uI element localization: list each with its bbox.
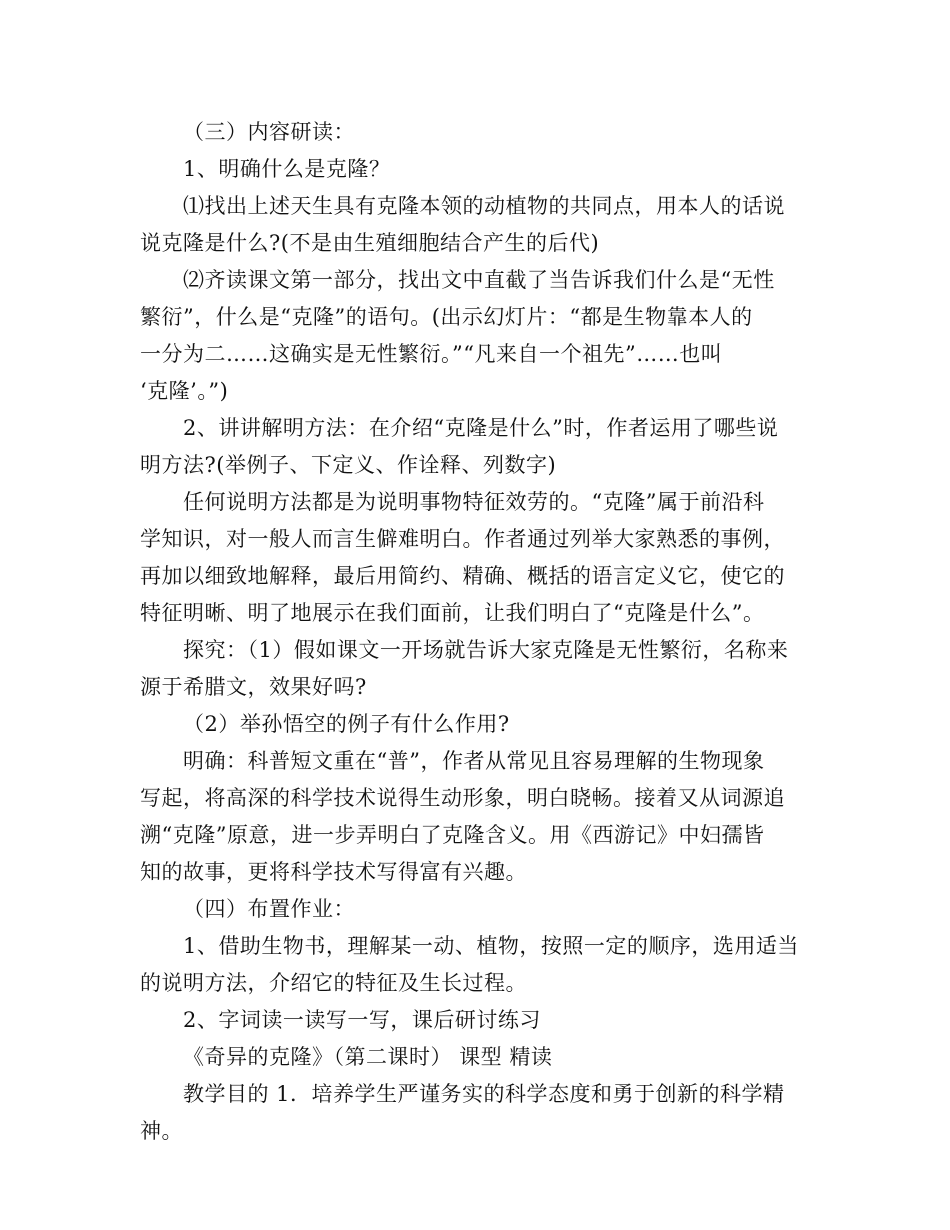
paragraph-line: 再加以细致地解释，最后用简约、精确、概括的语言定义它，使它的: [140, 564, 785, 588]
paragraph-line: ⑵齐读课文第一部分，找出文中直截了当告诉我们什么是“无性: [183, 268, 775, 292]
paragraph-line: 明方法?(举例子、下定义、作诠释、列数字): [140, 453, 557, 477]
paragraph-line: 溯“克隆”原意，进一步弄明白了克隆含义。用《西游记》中妇孺皆: [140, 823, 765, 847]
section-heading-homework: （四）布置作业：: [183, 897, 355, 921]
point-1-heading: 1、明确什么是克隆？: [183, 157, 391, 181]
paragraph-line: 教学目的 1．培养学生严谨务实的科学态度和勇于创新的科学精: [183, 1082, 785, 1106]
section-heading-content-study: （三）内容研读：: [183, 120, 355, 144]
point-2-heading: 2、讲讲解明方法：在介绍“克隆是什么”时，作者运用了哪些说: [183, 416, 779, 440]
paragraph-line: 特征明晰、明了地展示在我们面前，让我们明白了“克隆是什么”。: [140, 601, 765, 625]
paragraph-line: ⑴找出上述天生具有克隆本领的动植物的共同点，用本人的话说: [183, 194, 785, 218]
paragraph-line: 知的故事，更将科学技术写得富有兴趣。: [140, 860, 527, 884]
paragraph-line: （2）举孙悟空的例子有什么作用?: [183, 712, 510, 736]
paragraph-line: 1、借助生物书，理解某一动、植物，按照一定的顺序，选用适当: [183, 934, 799, 958]
paragraph-line: 神。: [140, 1119, 183, 1143]
paragraph-line: 明确：科普短文重在“普”，作者从常见且容易理解的生物现象: [183, 749, 765, 773]
paragraph-line: 学知识，对一般人而言生僻难明白。作者通过列举大家熟悉的事例，: [140, 527, 785, 551]
paragraph-line: 探究：（1）假如课文一开场就告诉大家克隆是无性繁衍，名称来: [183, 638, 789, 662]
paragraph-line: 说克隆是什么?(不是由生殖细胞结合产生的后代): [140, 231, 600, 255]
lesson-title: 《奇异的克隆》（第二课时） 课型 精读: [183, 1045, 553, 1069]
paragraph-line: 的说明方法，介绍它的特征及生长过程。: [140, 971, 527, 995]
paragraph-line: ‘克隆’。”): [140, 379, 229, 403]
paragraph-line: 2、字词读一读写一写，课后研讨练习: [183, 1008, 541, 1032]
paragraph-line: 任何说明方法都是为说明事物特征效劳的。“克隆”属于前沿科: [183, 490, 765, 514]
paragraph-line: 繁衍”，什么是“克隆”的语句。(出示幻灯片：“都是生物靠本人的: [140, 305, 753, 329]
paragraph-line: 写起，将高深的科学技术说得生动形象，明白晓畅。接着又从词源追: [140, 786, 785, 810]
paragraph-line: 一分为二……这确实是无性繁衍。”“凡来自一个祖先”……也叫: [140, 342, 723, 366]
paragraph-line: 源于希腊文，效果好吗?: [140, 675, 367, 699]
